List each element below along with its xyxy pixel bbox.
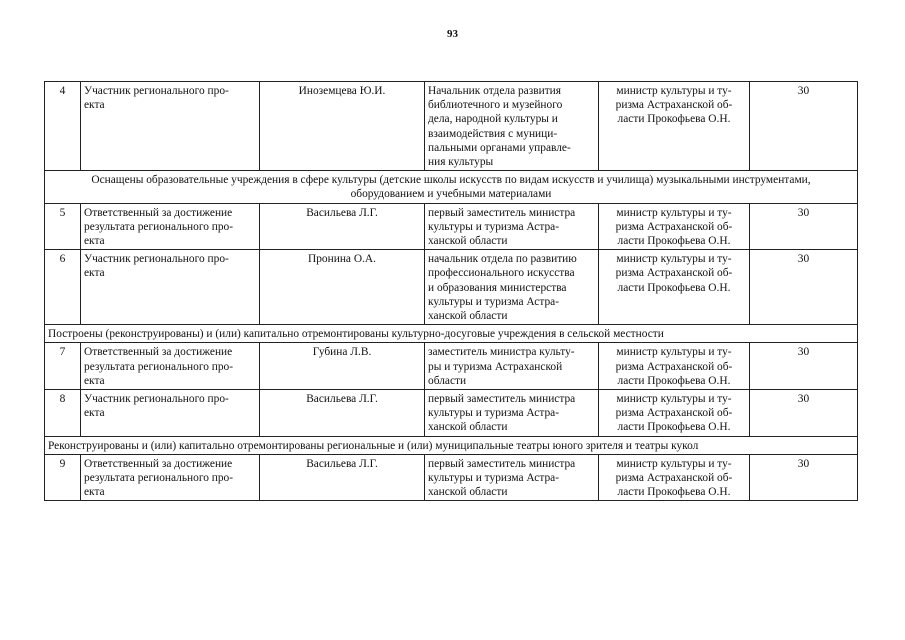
row-number: 7 — [45, 343, 81, 390]
percent-cell: 30 — [750, 203, 858, 250]
text-line: оборудованием и учебными материалами — [350, 188, 552, 201]
text-line: екта — [84, 374, 105, 387]
text-line: ласти Прокофьева О.Н. — [617, 235, 731, 248]
percent-cell: 30 — [750, 454, 858, 501]
section-heading-row — [45, 436, 858, 454]
text-line: министр культуры и ту- — [616, 85, 732, 97]
text-line: области — [428, 374, 467, 387]
role-cell — [81, 343, 260, 390]
section-heading-row — [45, 171, 858, 203]
table-body — [45, 82, 858, 501]
text-line: дела, народной культуры и — [428, 113, 558, 126]
approver-cell — [599, 343, 750, 390]
section-heading — [45, 436, 858, 454]
row-number: 9 — [45, 454, 81, 501]
table-row — [45, 203, 858, 250]
text-line: культуры и туризма Астра- — [428, 472, 560, 485]
text-line: екта — [84, 99, 105, 112]
text-line: культуры и туризма Астра- — [428, 295, 560, 308]
text-line: ризма Астраханской об- — [615, 267, 733, 280]
position-cell — [425, 454, 599, 501]
text-line: ризма Астраханской об- — [615, 472, 733, 485]
text-line: министр культуры и ту- — [616, 393, 732, 406]
text-line: ханской области — [428, 486, 508, 499]
position-cell — [425, 343, 599, 390]
text-line: Реконструированы и (или) капитально отремонтированы региональные и (или) муниципальные театры юного зрителя и театры кукол — [48, 439, 699, 452]
text-line: министр культуры и ту- — [616, 457, 732, 470]
text-line: ласти Прокофьева О.Н. — [617, 374, 731, 387]
text-line: ласти Прокофьева О.Н. — [617, 281, 731, 294]
section-heading — [45, 325, 858, 343]
percent-cell: 30 — [750, 343, 858, 390]
row-number: 4 — [45, 82, 81, 171]
text-line: результата регионального про- — [84, 220, 234, 233]
role-cell — [81, 454, 260, 501]
text-line: ханской области — [428, 421, 508, 434]
text-line: первый заместитель министра — [428, 457, 576, 470]
text-line: ласти Прокофьева О.Н. — [617, 421, 731, 434]
row-number: 6 — [45, 250, 81, 325]
approver-cell — [599, 390, 750, 437]
text-line: первый заместитель министра — [428, 206, 576, 219]
table-row — [45, 82, 858, 171]
position-cell — [425, 390, 599, 437]
text-line: Участник регионального про- — [84, 253, 229, 266]
text-line: первый заместитель министра — [428, 393, 576, 406]
role-cell — [81, 250, 260, 325]
approver-cell — [599, 82, 750, 171]
role-cell — [81, 203, 260, 250]
role-cell — [81, 390, 260, 437]
person-cell: Губина Л.В. — [260, 343, 425, 390]
text-line: Ответственный за достижение — [84, 457, 233, 470]
text-line: Начальник отдела развития — [428, 85, 562, 97]
text-line: ния культуры — [428, 156, 494, 169]
text-line: результата регионального про- — [84, 472, 234, 485]
text-line: начальник отдела по развитию — [428, 253, 577, 266]
position-cell — [425, 82, 599, 171]
text-line: профессионального искусства — [428, 267, 575, 280]
approver-cell — [599, 250, 750, 325]
text-line: министр культуры и ту- — [616, 206, 732, 219]
position-cell — [425, 203, 599, 250]
text-line: екта — [84, 486, 105, 499]
text-line: ризма Астраханской об- — [615, 99, 733, 112]
text-line: министр культуры и ту- — [616, 253, 732, 266]
page-number: 93 — [447, 28, 458, 40]
text-line: ханской области — [428, 235, 508, 248]
table-row — [45, 343, 858, 390]
responsibility-table — [44, 81, 858, 501]
text-line: екта — [84, 407, 105, 420]
percent-cell: 30 — [750, 250, 858, 325]
text-line: ласти Прокофьева О.Н. — [617, 113, 731, 126]
row-number: 5 — [45, 203, 81, 250]
section-heading — [45, 171, 858, 203]
text-line: екта — [84, 235, 105, 248]
percent-cell: 30 — [750, 390, 858, 437]
text-line: екта — [84, 267, 105, 280]
text-line: Участник регионального про- — [84, 85, 229, 97]
text-line: культуры и туризма Астра- — [428, 407, 560, 420]
text-line: взаимодействия с муници- — [428, 127, 558, 140]
table-row — [45, 390, 858, 437]
text-line: и образования министерства — [428, 281, 567, 294]
section-heading-row — [45, 325, 858, 343]
text-line: ханской области — [428, 310, 508, 323]
text-line: ризма Астраханской об- — [615, 220, 733, 233]
table-row — [45, 250, 858, 325]
text-line: заместитель министра культу- — [428, 346, 575, 359]
text-line: ласти Прокофьева О.Н. — [617, 486, 731, 499]
text-line: Ответственный за достижение — [84, 346, 233, 359]
text-line: культуры и туризма Астра- — [428, 220, 560, 233]
table-row — [45, 454, 858, 501]
text-line: Ответственный за достижение — [84, 206, 233, 219]
text-line: пальными органами управле- — [428, 141, 571, 154]
text-line: Построены (реконструированы) и (или) капитально отремонтированы культурно-досуговые учреждения в сельской местности — [48, 328, 664, 341]
position-cell — [425, 250, 599, 325]
percent-cell: 30 — [750, 82, 858, 171]
text-line: министр культуры и ту- — [616, 346, 732, 359]
person-cell: Иноземцева Ю.И. — [260, 82, 425, 171]
person-cell: Васильева Л.Г. — [260, 203, 425, 250]
person-cell: Васильева Л.Г. — [260, 454, 425, 501]
role-cell — [81, 82, 260, 171]
text-line: Оснащены образовательные учреждения в сфере культуры (детские школы искусств по видам искусств и училища) музыкальными инструментами, — [91, 174, 811, 187]
text-line: Участник регионального про- — [84, 393, 229, 406]
approver-cell — [599, 203, 750, 250]
text-line: библиотечного и музейного — [428, 99, 563, 112]
text-line: ризма Астраханской об- — [615, 360, 733, 373]
person-cell: Пронина О.А. — [260, 250, 425, 325]
person-cell: Васильева Л.Г. — [260, 390, 425, 437]
text-line: ры и туризма Астраханской — [428, 360, 563, 373]
row-number: 8 — [45, 390, 81, 437]
text-line: ризма Астраханской об- — [615, 407, 733, 420]
text-line: результата регионального про- — [84, 360, 234, 373]
approver-cell — [599, 454, 750, 501]
